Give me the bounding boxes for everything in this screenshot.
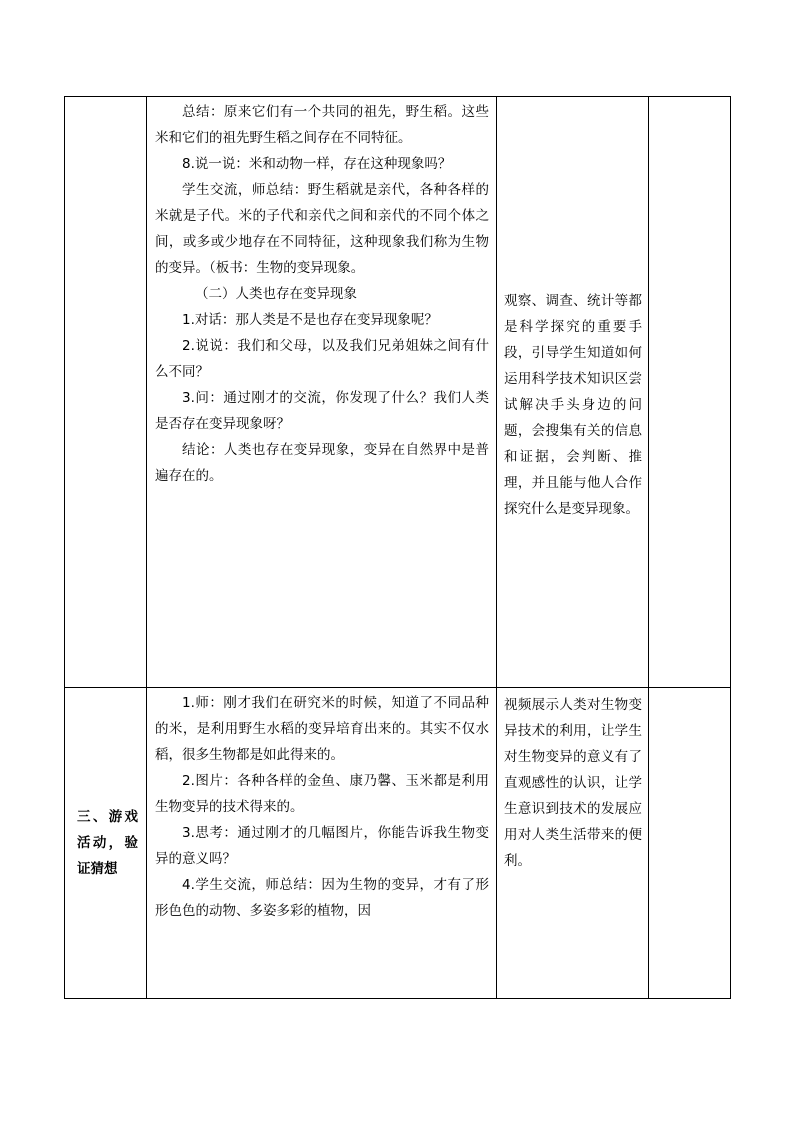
lesson-plan-table	[64, 96, 731, 999]
activity-paragraph: 总结：原来它们有一个共同的祖先，野生稻。这些米和它们的祖先野生稻之间存在不同特征。	[155, 104, 489, 146]
extra-cell	[649, 688, 731, 999]
activity-paragraph: 1.对话：那人类是不是也存在变异现象呢？	[182, 312, 438, 328]
activity-paragraph: 8.说一说：米和动物一样，存在这种现象吗？	[182, 156, 452, 172]
activity-paragraph: 2.图片：各种各样的金鱼、康乃馨、玉米都是利用生物变异的技术得来的。	[155, 773, 489, 815]
activity-paragraph: 4.学生交流，师总结：因为生物的变异，才有了形形色色的动物、多姿多彩的植物，因	[155, 877, 489, 919]
activity-paragraph: 结论：人类也存在变异现象，变异在自然界中是普遍存在的。	[155, 442, 489, 484]
design-note-cell	[497, 97, 649, 688]
section-heading: （二）人类也存在变异现象	[195, 286, 357, 302]
activity-cell	[147, 688, 497, 999]
activity-paragraph: 3.问：通过刚才的交流，你发现了什么？我们人类是否存在变异现象呀？	[155, 390, 489, 432]
activity-paragraph: 学生交流，师总结：野生稻就是亲代，各种各样的米就是子代。米的子代和亲代之间和亲代的不同个体之间，或多或少地存在不同特征，这种现象我们称为生物的变异。（板书：生物的变异现象。	[155, 182, 489, 276]
table-row	[65, 688, 731, 999]
activity-paragraph: 3.思考：通过刚才的几幅图片，你能告诉我生物变异的意义吗？	[155, 825, 489, 867]
design-note: 观察、调查、统计等都是科学探究的重要手段，引导学生知道如何运用科学技术知识区尝试解决手头身边的问题，会搜集有关的信息和证据，会判断、推理，并且能与他人合作探究什么是变异现象。	[504, 293, 642, 517]
activity-paragraph: 2.说说：我们和父母，以及我们兄弟姐妹之间有什么不同？	[155, 338, 489, 380]
stage-cell	[65, 97, 147, 688]
activity-paragraph: 1.师：刚才我们在研究米的时候，知道了不同品种的米，是利用野生水稻的变异培育出来的。其实不仅水稻，很多生物都是如此得来的。	[155, 695, 489, 763]
design-note: 视频展示人类对生物变异技术的利用，让学生对生物变异的意义有了直观感性的认识，让学生意识到技术的发展应用对人类生活带来的便利。	[504, 697, 642, 869]
design-note-cell	[497, 688, 649, 999]
table-row	[65, 97, 731, 688]
stage-cell: 三、游戏活动，验证猜想	[65, 688, 147, 999]
extra-cell	[649, 97, 731, 688]
activity-cell	[147, 97, 497, 688]
